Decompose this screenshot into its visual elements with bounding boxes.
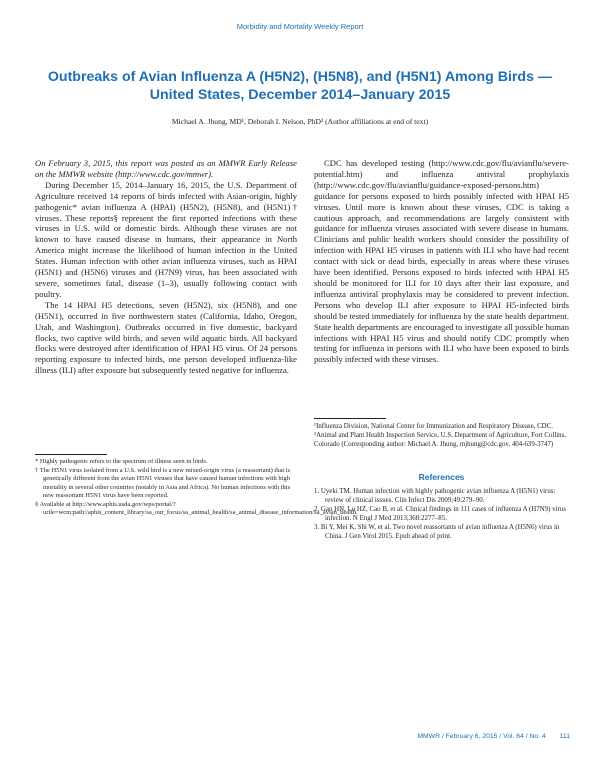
body-paragraph: The 14 HPAI H5 detections, seven (H5N2), six (H5N8), and one (H5N1), occurred in five northwestern states (California, Idaho, Oregon, Utah, and Washington). Outbreaks occurred in five domestic, backyard flocks, two captive wild birds, and seven wild aquatic birds. All backyard flocks were destroyed after identification of HPAI H5 virus. Of 24 persons reporting exposure to infected birds, one person developed influenza-like illness (ILI) after exposure but subsequently tested negative for influenza. <box>35 299 297 376</box>
page-footer <box>417 733 570 740</box>
references-heading: References <box>418 472 465 482</box>
footnote: § Available at http://www.aphis.usda.gov/wps/portal/?urile=wcm:path:/aphis_content_library/sa_our_focus/sa_animal_health/sa_animal_disease_information/sa_avian_health. <box>35 500 358 516</box>
affiliation-rule <box>314 418 386 419</box>
body-paragraph: During December 15, 2014–January 16, 2015, the U.S. Department of Agriculture received 14 reports of birds infected with Asian-origin, highly pathogenic* avian influenza A (HPAI) (H5N2), (H5N8), and (H5N1)† viruses. These reports§ represent the first reported infections with these viruses in U.S. wild or domestic birds. Although these viruses are not known to have caused disease in humans, their appearance in North America might increase the likelihood of human infection in the United States. Human infection with other avian influenza viruses, such as HPAI (H5N1) and (H5N6) viruses and (H7N9) virus, has been associated with severe, sometimes fatal, disease (1–3), usually following contact with poultry. <box>35 179 297 299</box>
author-affiliations: ¹Influenza Division, National Center for Immunization and Respiratory Disease, CDC. ²Animal and Plant Health Inspection Service, U.S. Department of Agriculture, Fort Collins, Colorado (Corresponding author: Michael A. Jhung, mjhung@cdc.gov, 404-639-3747) <box>314 423 566 448</box>
reference-list <box>314 487 569 541</box>
journal-header: Morbidity and Mortality Weekly Report <box>236 22 364 31</box>
footnote: † The H5N1 virus isolated from a U.S. wild bird is a new mixed-origin virus (a reassortant) that is genetically different from the avian H5N1 viruses that have caused human infections with high mortality in several other countries (notably in Asia and Africa). No human infections with this new reassortant H5N1 virus have been reported. <box>35 466 291 499</box>
reference-item: 1. Uyeki TM. Human infection with highly pathogenic avian influenza A (H5N1) virus: review of clinical issues. Clin Infect Dis 2009;49:279–90. <box>314 488 556 504</box>
reference-item: 2. Gao HN, Lu HZ, Cao B, et al. Clinical findings in 111 cases of influenza A (H7N9) virus infection. N Engl J Med 2013;368:2277–85. <box>314 506 566 522</box>
article-title: Outbreaks of Avian Influenza A (H5N2), (H5N8), and (H5N1) Among Birds — United States, December 2014–January 2015 <box>47 69 553 103</box>
right-column <box>314 158 569 365</box>
footnotes <box>35 458 358 518</box>
reference-item: 3. Bi Y, Mei K, Shi W, et al. Two novel reassortants of avian influenza A (H5N6) virus in China. J Gen Virol 2015. Epub ahead of print. <box>314 524 560 540</box>
footer-citation: MMWR / February 6, 2015 / Vol. 64 / No. 4 <box>417 733 546 740</box>
author-line: Michael A. Jhung, MD¹, Deborah I. Nelson, PhD² (Author affiliations at end of text) <box>171 117 429 126</box>
footnote-rule <box>35 454 107 455</box>
body-paragraph: CDC has developed testing (http://www.cdc.gov/flu/avianflu/severe-potential.htm) and influenza antiviral prophylaxis (http://www.cdc.gov/flu/avianflu/guidance-exposed-persons.htm) guidance for persons exposed to birds possibly infected with HPAI H5 viruses. Until more is known about these viruses, CDC is taking a cautious approach, and recommendations are largely consistent with guidance for influenza viruses associated with severe disease in humans. Clinicians and public health workers should consider the possibility of infection with HPAI H5 viruses in patients with ILI who have had recent contact with sick or dead birds, especially in areas where these viruses have been identified. Persons exposed to birds infected with HPAI H5 should be monitored for ILI for 10 days after their last exposure, and influenza antiviral prophylaxis may be considered to prevent infection. Persons who develop ILI after exposure to HPAI H5-infected birds should be tested immediately for influenza by the state health department. State health departments are encouraged to investigate all possible human infections with HPAI H5 virus and should notify CDC promptly when testing for influenza in persons with ILI who have been exposed to birds possibly infected with these viruses. <box>314 158 569 365</box>
page-number: 111 <box>559 733 570 740</box>
left-column <box>35 158 297 376</box>
footnote: * Highly pathogenic refers to the spectrum of illness seen in birds. <box>35 458 208 465</box>
early-release-note: On February 3, 2015, this report was posted as an MMWR Early Release on the MMWR website (http://www.cdc.gov/mmwr). <box>35 158 297 179</box>
